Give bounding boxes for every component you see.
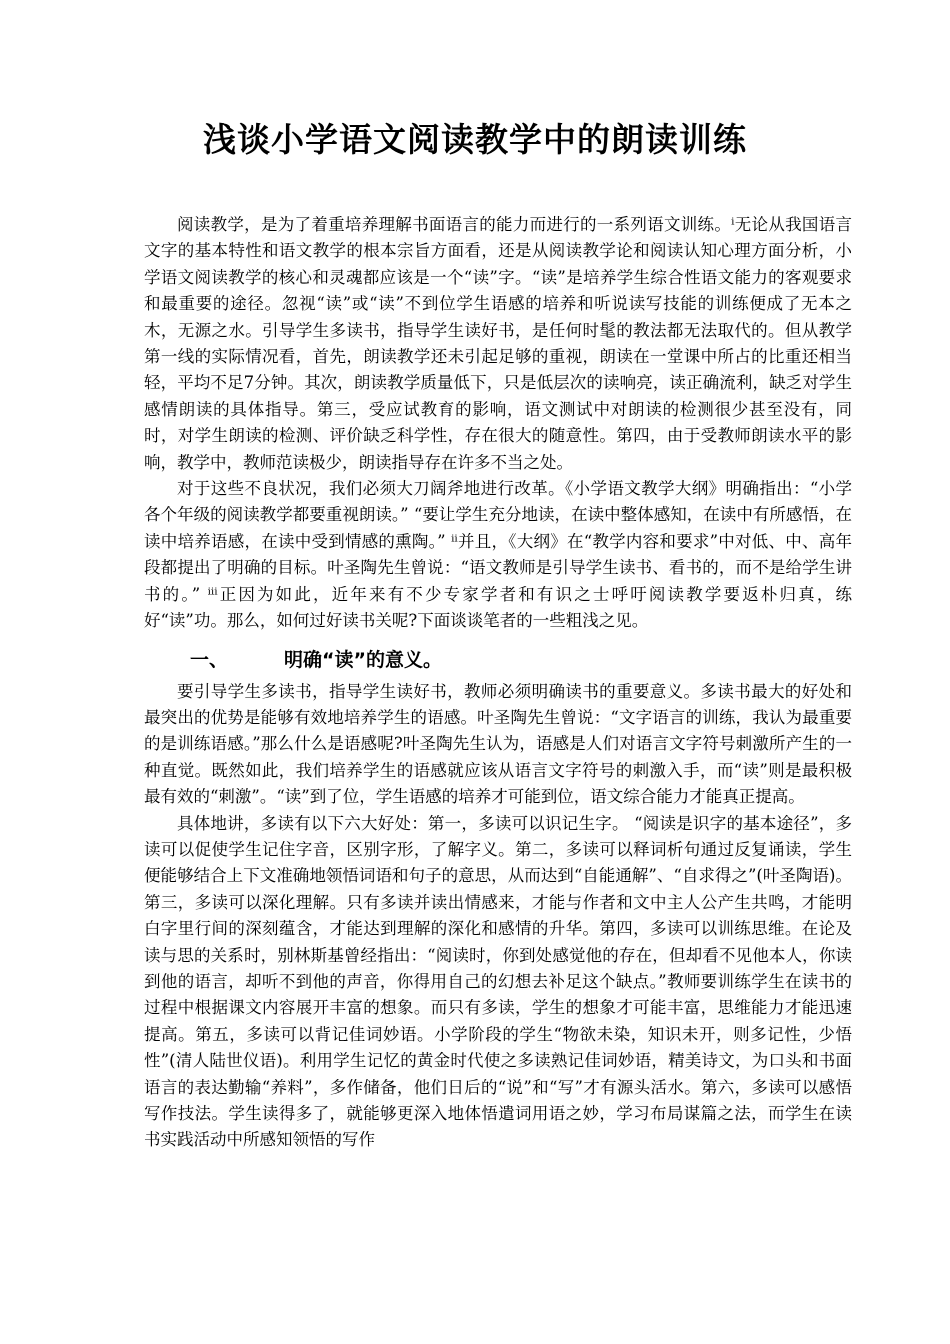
paragraph-benefits: 具体地讲，多读有以下六大好处：第一，多读可以识记生字。 “阅读是识字的基本途径”，多读可以促使学生记住字音，区别字形，了解字义。第二，多读可以释词析句通过反复诵读，学生便能够结合上下文准确地领悟词语和句子的意思，从而达到“自能通解”、“自求得之”(叶圣陶语)。第三，多读可以深化理解。只有多读并读出情感来，才能与作者和文中主人公产生共鸣，才能明白字里行间的深刻蕴含，才能达到理解的深化和感情的升华。第四，多读可以训练思维。在论及读与思的关系时，别林斯基曾经指出：“阅读时，你到处感觉他的存在，但却看不见他本人，你读到他的语言，却听不到他的声音，你得用自己的幻想去补足这个缺点。”教师要训练学生在读书的过程中根据课文内容展开丰富的想象。而只有多读，学生的想象才可能丰富，思维能力才能迅速提高。第五，多读可以背记佳词妙语。小学阶段的学生“物欲未染，知识未开，则多记性，少悟性”(清人陆世仪语)。利用学生记忆的黄金时代使之多读熟记佳词妙语，精美诗文，为口头和书面语言的表达勤输“养料”，多作储备，他们日后的“说”和“写”才有源头活水。第六，多读可以感悟写作技法。学生读得多了，就能够更深入地体悟遣词用语之妙，学习布局谋篇之法，而学生在读书实践活动中所感知领悟的写作 [144,813,852,1150]
paragraph-meaning: 要引导学生多读书，指导学生读好书，教师必须明确读书的重要意义。多读书最大的好处和最突出的优势是能够有效地培养学生的语感。叶圣陶先生曾说：“文字语言的训练，我认为最重要的是训练语感。”那么什么是语感呢?叶圣陶先生认为，语感是人们对语言文字符号刺激所产生的一种直觉。既然如此，我们培养学生的语感就应该从语言文字符号的刺激入手，而“读”则是最积极最有效的“刺激”。“读”到了位，学生语感的培养才可能到位，语文综合能力才能真正提高。 [144,681,852,807]
document-body [144,212,852,1154]
section-number: 一、 [190,648,229,671]
document-title: 浅谈小学语文阅读教学中的朗读训练 [203,120,747,159]
paragraph-intro: 阅读教学，是为了着重培养理解书面语言的能力而进行的一系列语文训练。ⁱ无论从我国语言文字的基本特性和语文教学的根本宗旨方面看，还是从阅读教学论和阅读认知心理方面分析，小学语文阅读教学的核心和灵魂都应该是一个“读”字。“读”是培养学生综合性语文能力的客观要求和最重要的途径。忽视“读”或“读”不到位学生语感的培养和听说读写技能的训练便成了无本之木，无源之水。引导学生多读书，指导学生读好书，是任何时髦的教法都无法取代的。但从教学第一线的实际情况看，首先，朗读教学还未引起足够的重视，朗读在一堂课中所占的比重还相当轻，平均不足7分钟。其次，朗读教学质量低下，只是低层次的读响亮，读正确流利，缺乏对学生感情朗读的具体指导。第三，受应试教育的影响，语文测试中对朗读的检测很少甚至没有，同时，对学生朗读的检测、评价缺乏科学性，存在很大的随意性。第四，由于受教师朗读水平的影响，教学中，教师范读极少，朗读指导存在许多不当之处。 [144,215,852,472]
section-heading-text: 明确“读”的意义。 [284,648,442,671]
paragraph-reform: 对于这些不良状况，我们必须大刀阔斧地进行改革。《小学语文教学大纲》明确指出：“小学各个年级的阅读教学都要重视朗读。” “要让学生充分地读，在读中整体感知，在读中有所感悟，在读中培养语感，在读中受到情感的熏陶。” ⁱⁱ并且，《大纲》在“教学内容和要求”中对低、中、高年段都提出了明确的目标。叶圣陶先生曾说：“语文教师是引导学生读书、看书的，而不是给学生讲书的。” ⁱⁱⁱ正因为如此，近年来有不少专家学者和有识之士呼吁阅读教学要返朴归真，练好“读”功。那么，如何过好读书关呢?下面谈谈笔者的一些粗浅之见。 [144,479,852,631]
section-heading [144,643,852,677]
